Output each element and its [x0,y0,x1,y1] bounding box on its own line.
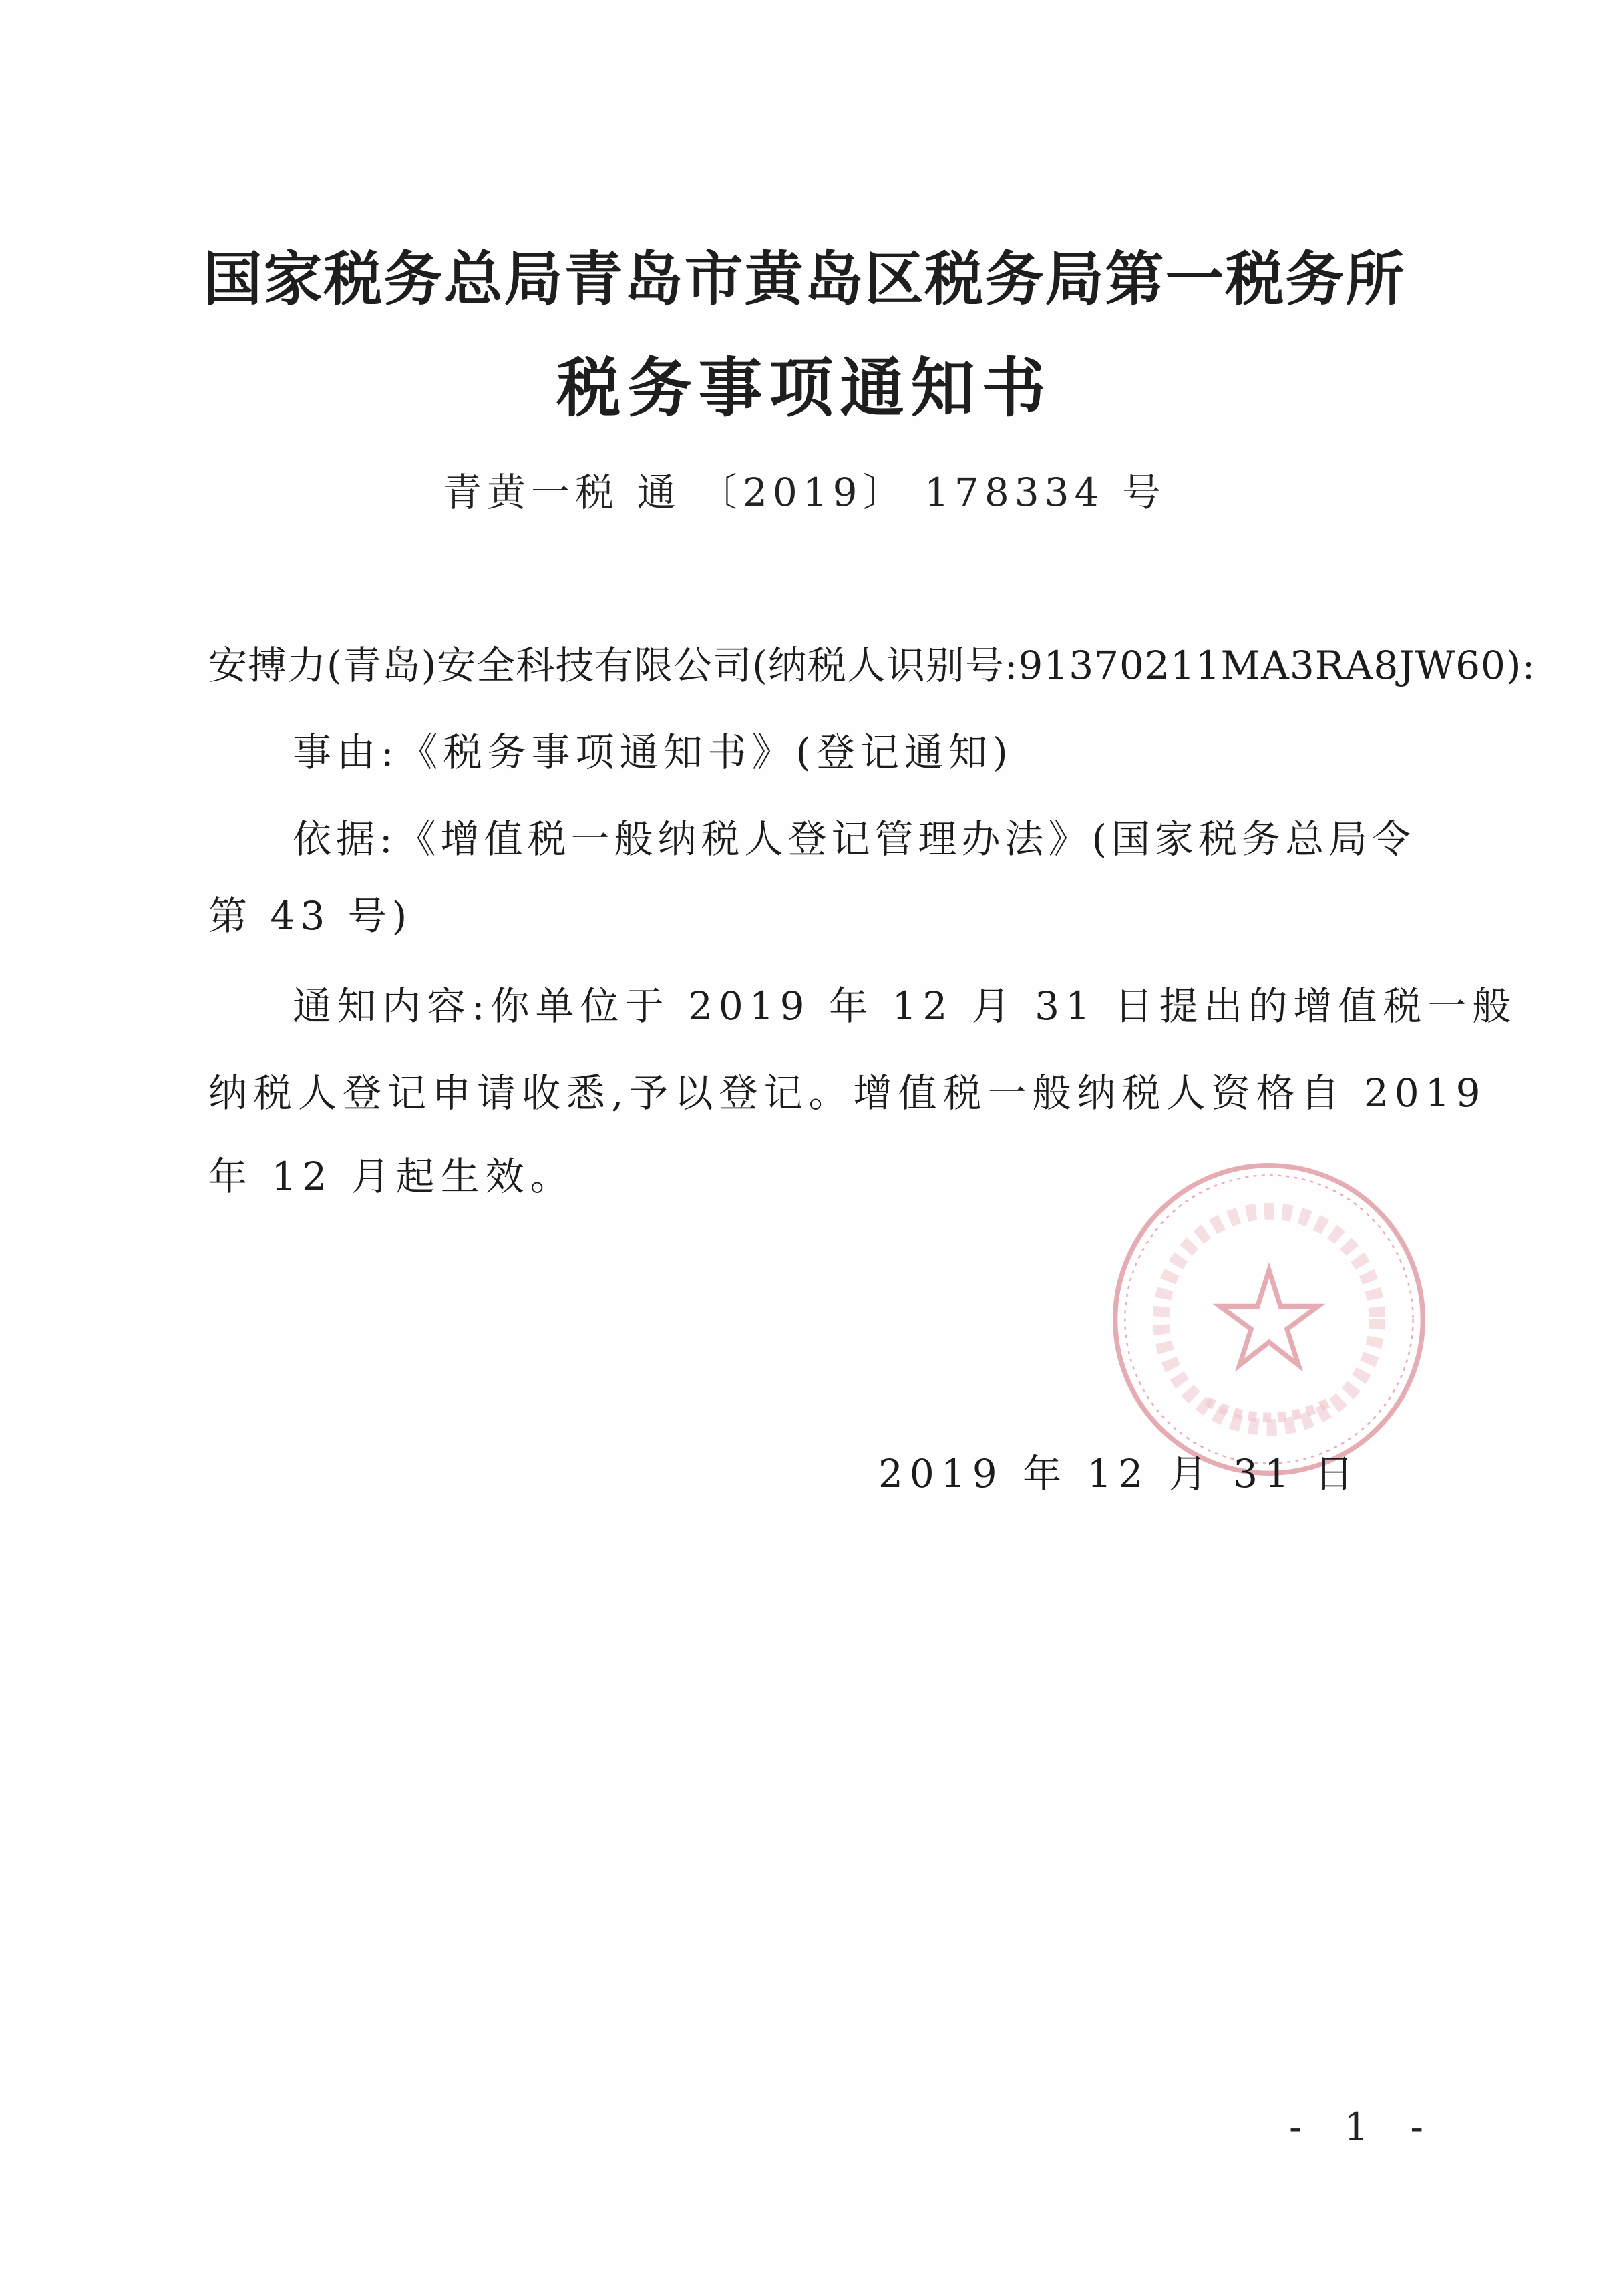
office-title: 国家税务总局青岛市黄岛区税务局第一税务所 [203,244,1406,313]
document-number: 青黄一税 通 〔2019〕 178334 号 [443,470,1166,515]
document-title: 税务事项通知书 [556,351,1053,426]
page-number: - 1 - [1289,2104,1438,2150]
content-line-continued: 纳税人登记申请收悉,予以登记。增值税一般纳税人资格自 2019 [208,1070,1487,1116]
official-seal-icon [1105,1156,1433,1483]
recipient-line: 安搏力(青岛)安全科技有限公司(纳税人识别号:91370211MA3RA8JW60): [208,643,1536,688]
content-line: 通知内容:你单位于 2019 年 12 月 31 日提出的增值税一般 [293,983,1517,1029]
content-line-end: 年 12 月起生效。 [208,1154,575,1199]
issue-date: 2019 年 12 月 31 日 [878,1451,1361,1496]
reason-line: 事由:《税务事项通知书》(登记通知) [293,729,1013,775]
basis-line: 依据:《增值税一般纳税人登记管理办法》(国家税务总局令 [293,816,1416,862]
basis-line-continued: 第 43 号) [208,893,413,939]
